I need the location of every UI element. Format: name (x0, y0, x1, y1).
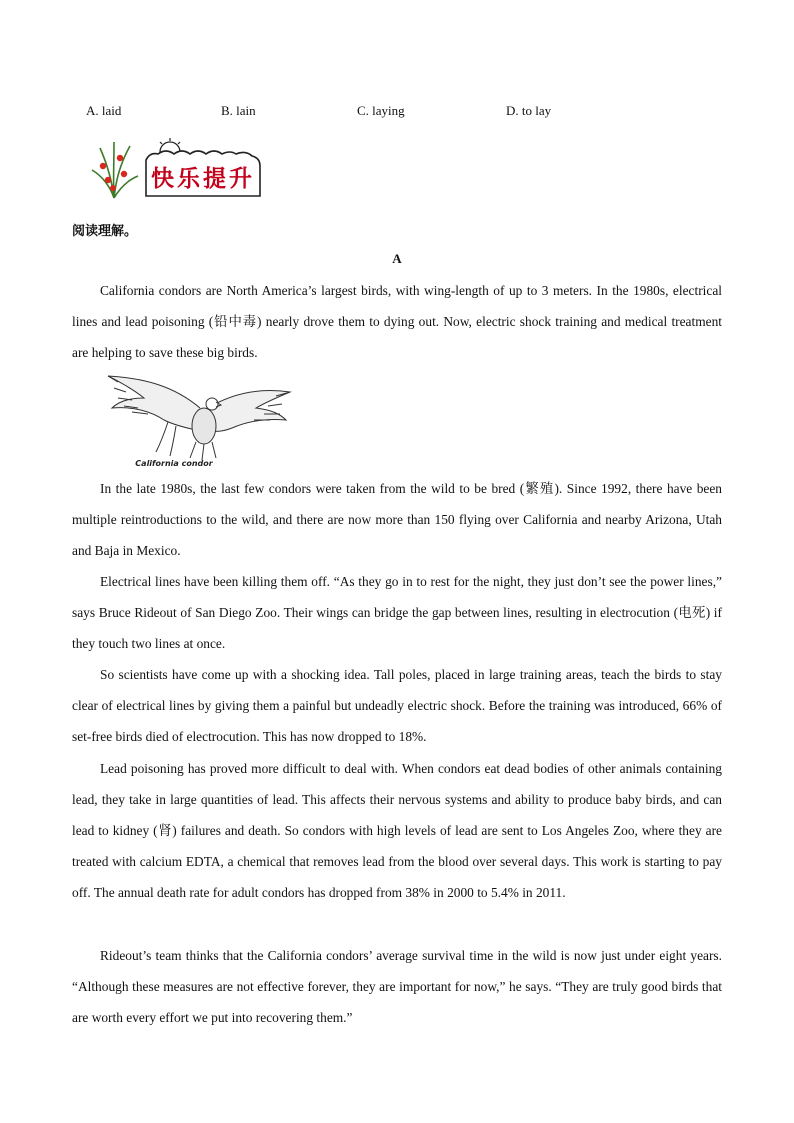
paragraph-4: So scientists have come up with a shocking idea. Tall poles, placed in large training areas, teach the birds to stay clear of electrical lines by giving them a painful but undeadly electric shock. Before the training was introduced, 66% of set-free birds died of electrocution. This has now dropped to 18%. (72, 667, 722, 744)
paragraph-1: California condors are North America’s largest birds, with wing-length of up to 3 meters. In the 1980s, electrical lines and lead poisoning (铅中毒) nearly drove them to dying out. Now, electric shock training and medical treatment are helping to save these big birds. (72, 283, 722, 360)
passage-title: A (392, 251, 402, 266)
paragraph-3: Electrical lines have been killing them off. “As they go in to rest for the night, they just don’t see the power lines,” says Bruce Rideout of San Diego Zoo. Their wings can bridge the gap between lines, resulting in electrocution (电死) if they touch two lines at once. (72, 574, 722, 651)
answer-options (86, 103, 726, 123)
sun-icon (160, 138, 180, 152)
option-c: C. laying (357, 103, 405, 118)
paragraph-6: Rideout’s team thinks that the California condors’ average survival time in the wild is now just under eight years. “Although these measures are not effective forever, they are important for now,” he says. “They are truly good birds that are worth every effort we put into recovering them.” (72, 948, 722, 1025)
option-a: A. laid (86, 103, 122, 118)
badge-label: 快乐提升 (151, 166, 255, 192)
happy-improvement-badge (86, 136, 276, 200)
paragraph-2: In the late 1980s, the last few condors were taken from the wild to be bred (繁殖). Since 1992, there have been multiple reintroductions to the wild, and there are now more than 150 flying over California and nearby Arizona, Utah and Baja in Mexico. (72, 481, 722, 558)
condor-illustration (104, 368, 294, 470)
paragraph-5: Lead poisoning has proved more difficult to deal with. When condors eat dead bodies of other animals containing lead, they take in large quantities of lead. This affects their nervous systems and ability to produce baby birds, and can lead to kidney (肾) failures and death. So condors with high levels of lead are sent to Los Angeles Zoo, where they are treated with calcium EDTA, a chemical that removes lead from the blood over several days. This work is starting to pay off. The annual death rate for adult condors has dropped from 38% in 2000 to 5.4% in 2011. (72, 761, 722, 900)
flower-plant-icon (92, 142, 138, 198)
option-b: B. lain (221, 103, 256, 118)
figure-caption: California condor (135, 459, 213, 468)
option-d: D. to lay (506, 103, 552, 118)
section-heading: 阅读理解。 (72, 224, 138, 239)
